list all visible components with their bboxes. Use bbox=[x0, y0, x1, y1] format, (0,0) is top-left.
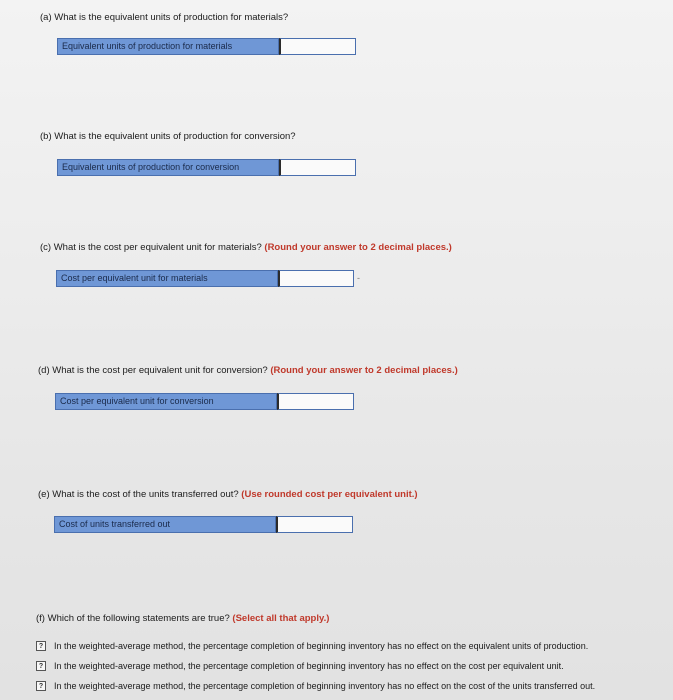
question-f bbox=[36, 613, 329, 624]
checkbox-3[interactable]: ? bbox=[36, 681, 46, 691]
option-2[interactable] bbox=[36, 661, 564, 671]
question-c-note: (Round your answer to 2 decimal places.) bbox=[264, 242, 452, 253]
question-e-text: (e) What is the cost of the units transferred out? bbox=[38, 489, 239, 500]
answer-row-e bbox=[54, 516, 353, 533]
answer-label-e: Cost of units transferred out bbox=[54, 516, 276, 533]
option-3[interactable] bbox=[36, 681, 595, 691]
option-1[interactable] bbox=[36, 641, 588, 651]
option-2-text: In the weighted-average method, the percentage completion of beginning inventory has no effect on the cost per equivalent unit. bbox=[54, 661, 564, 671]
option-1-text: In the weighted-average method, the percentage completion of beginning inventory has no effect on the equivalent units of production. bbox=[54, 641, 589, 651]
question-b bbox=[40, 131, 296, 142]
question-c bbox=[40, 242, 452, 253]
answer-label-c: Cost per equivalent unit for materials bbox=[56, 270, 278, 287]
checkbox-2[interactable]: ? bbox=[36, 661, 46, 671]
answer-input-e[interactable] bbox=[276, 516, 353, 533]
question-f-text: (f) Which of the following statements are true? bbox=[36, 613, 230, 624]
option-3-text: In the weighted-average method, the percentage completion of beginning inventory has no effect on the cost of the units transferred out. bbox=[54, 681, 596, 691]
checkbox-1[interactable]: ? bbox=[36, 641, 46, 651]
question-a bbox=[40, 12, 288, 23]
question-e-note: (Use rounded cost per equivalent unit.) bbox=[241, 489, 418, 500]
answer-input-c[interactable] bbox=[278, 270, 354, 287]
answer-input-a[interactable] bbox=[279, 38, 356, 55]
question-b-text: (b) What is the equivalent units of production for conversion? bbox=[40, 131, 296, 142]
answer-label-a: Equivalent units of production for materials bbox=[57, 38, 279, 55]
answer-input-b[interactable] bbox=[279, 159, 356, 176]
answer-label-d: Cost per equivalent unit for conversion bbox=[55, 393, 277, 410]
question-e bbox=[38, 489, 418, 500]
answer-label-b: Equivalent units of production for conversion bbox=[57, 159, 279, 176]
question-d bbox=[38, 365, 458, 376]
question-f-note: (Select all that apply.) bbox=[232, 613, 330, 624]
question-a-text: (a) What is the equivalent units of production for materials? bbox=[40, 12, 289, 23]
answer-row-c bbox=[56, 270, 354, 287]
question-d-note: (Round your answer to 2 decimal places.) bbox=[270, 365, 458, 376]
answer-input-d[interactable] bbox=[277, 393, 354, 410]
answer-row-d bbox=[55, 393, 354, 410]
question-d-text: (d) What is the cost per equivalent unit for conversion? bbox=[38, 365, 268, 376]
answer-row-b bbox=[57, 159, 356, 176]
trailing-mark-c: - bbox=[357, 273, 360, 283]
question-c-text: (c) What is the cost per equivalent unit for materials? bbox=[40, 242, 262, 253]
answer-row-a bbox=[57, 38, 356, 55]
